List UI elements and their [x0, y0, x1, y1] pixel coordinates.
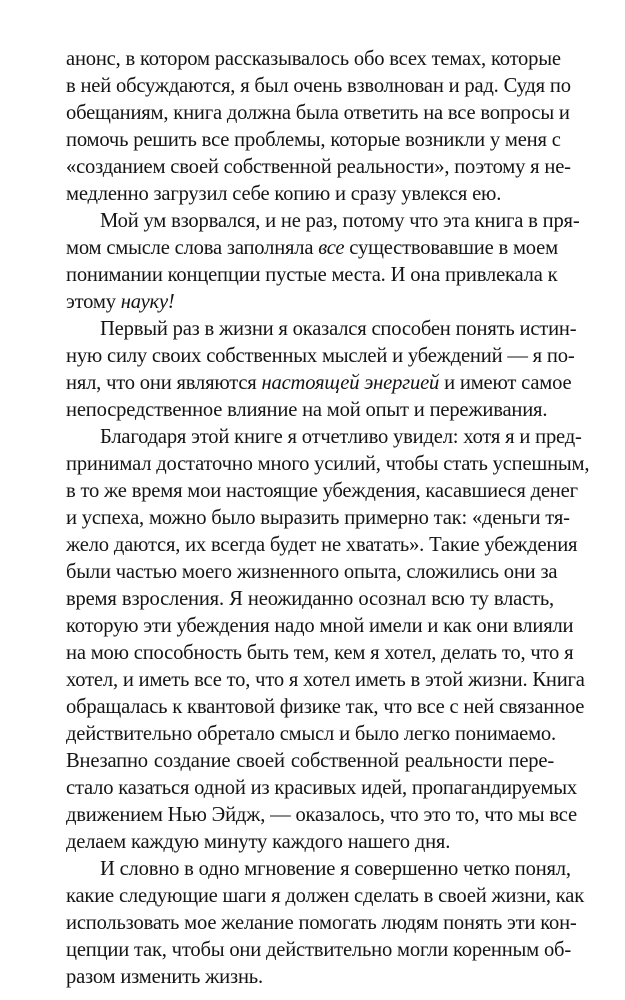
paragraph-first-line: И словно в одно мгновение я совершенно четко понял, [100, 858, 571, 880]
text-line: действительно обретало смысл и было легко понимаемо. [66, 723, 556, 745]
text-line: разом изменить жизнь. [66, 966, 263, 988]
text-line: стало казаться одной из красивых идей, пропагандируемых [66, 777, 577, 799]
text-line: были частью моего жизненного опыта, сложились они за [66, 561, 558, 583]
text-line: ную силу своих собственных мыслей и убеждений — я по- [66, 345, 575, 367]
text-segment: нял, что они являются [66, 372, 262, 394]
text-line: помочь решить все проблемы, которые возникли у меня с [66, 129, 561, 151]
emphasis-text: настоящей энергией [261, 372, 440, 394]
text-line: жело даются, их всегда будет не хватать». Такие убеждения [66, 534, 578, 556]
text-line: понимании концепции пустые места. И она привлекала к [66, 264, 558, 286]
text-line: в ней обсуждаются, я был очень взволнован и рад. Судя по [66, 75, 571, 97]
text-line: на мою способность быть тем, кем я хотел, делать то, что я [66, 642, 574, 664]
text-line [66, 289, 554, 316]
text-segment: существовавшие в моем [344, 237, 558, 259]
text-segment: мом смысле слова заполняла [66, 237, 319, 259]
text-line: медленно загрузил себе копию и сразу увлекся ею. [66, 183, 502, 205]
text-line: обращалась к квантовой физике так, что все с ней связанное [66, 696, 585, 718]
text-segment: этому [66, 291, 121, 313]
text-line: Внезапно создание своей собственной реальности пере- [66, 750, 554, 772]
paragraph-first-line: Первый раз в жизни я оказался способен понять истин- [100, 318, 577, 340]
text-line: хотел, и иметь все то, что я хотел иметь в этой жизни. Книга [66, 669, 585, 691]
text-segment: и имеют самое [439, 372, 572, 394]
text-line: какие следующие шаги я должен сделать в своей жизни, как [66, 885, 585, 907]
text-line: в то же время мои настоящие убеждения, касавшиеся денег [66, 480, 578, 502]
text-line [66, 235, 558, 262]
paragraph-first-line: Благодаря этой книге я отчетливо увидел: хотя я и пред- [100, 426, 582, 448]
emphasis-text: все [318, 237, 345, 259]
text-line: обещаниям, книга должна была ответить на все вопросы и [66, 102, 570, 124]
paragraph-first-line: Мой ум взорвался, и не раз, потому что эта книга в пря- [100, 210, 580, 232]
text-line: принимал достаточно много усилий, чтобы стать успешным, [66, 453, 590, 475]
text-line: которую эти убеждения надо мной имели и как они влияли [66, 615, 574, 637]
text-line: движением Нью Эйдж, — оказалось, что это то, что мы все [66, 804, 577, 826]
text-line [66, 370, 572, 397]
text-line: делаем каждую минуту каждого нашего дня. [66, 831, 451, 853]
text-line: «созданием своей собственной реальности», поэтому я не- [66, 156, 571, 178]
text-line: использовать мое желание помогать людям понять эти кон- [66, 912, 577, 934]
text-line: время взросления. Я неожиданно осознал всю ту власть, [66, 588, 554, 610]
text-line: анонс, в котором рассказывалось обо всех темах, которые [66, 48, 561, 70]
emphasis-text: науку! [120, 291, 175, 313]
text-line: непосредственное влияние на мой опыт и переживания. [66, 399, 548, 421]
text-line: цепции так, чтобы они действительно могли коренным об- [66, 939, 571, 961]
text-line: и успеха, можно было выразить примерно так: «деньги тя- [66, 507, 570, 529]
